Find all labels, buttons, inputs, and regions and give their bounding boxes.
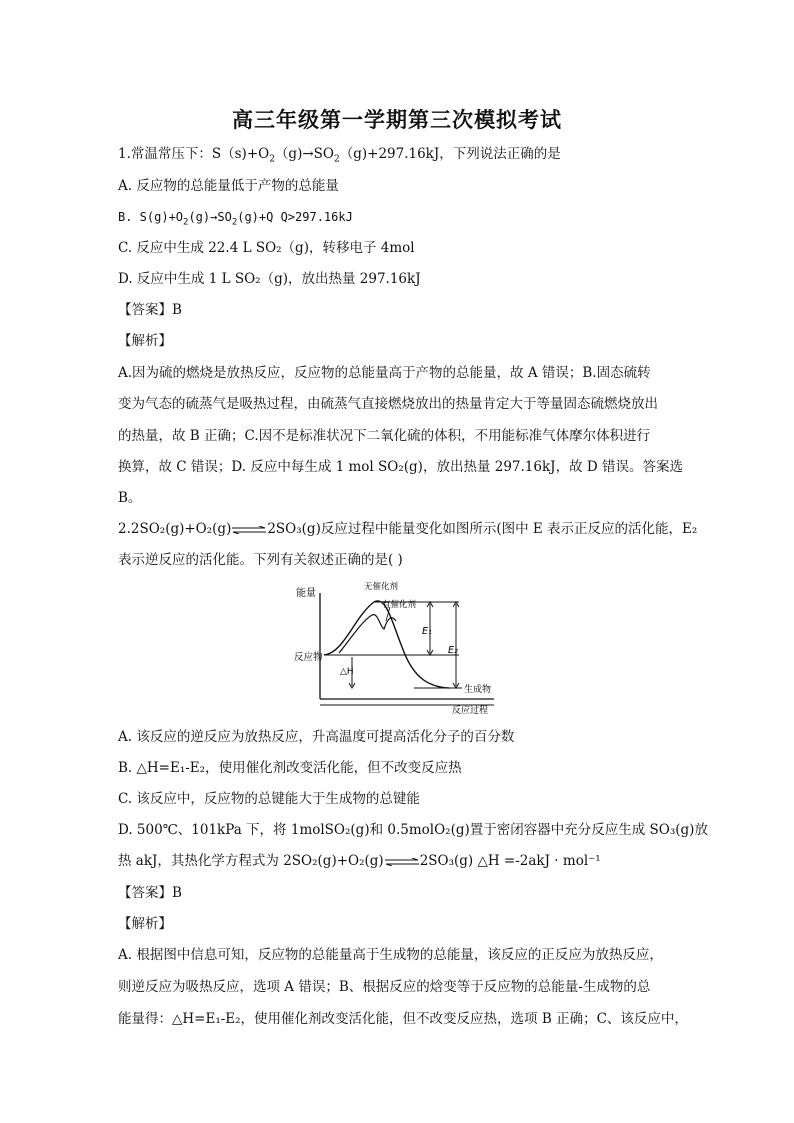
- catalyzed-curve: [339, 615, 396, 653]
- q1-analysis-line: 的热量，故 B 正确；C.因不是标准状况下二氧化硫的体积，不用能标准气体摩尔体积进行: [118, 428, 651, 444]
- q1-option-a: A. 反应物的总能量低于产物的总能量: [118, 178, 339, 194]
- q1-stem-sub2: 2: [333, 154, 340, 165]
- q2-analysis-line: 能量得：△H=E₁-E₂，使用催化剂改变活化能，但不改变反应热，选项 B 正确；C、该反应中，: [118, 1011, 688, 1027]
- q1-analysis-line: 换算，故 C 错误；D. 反应中每生成 1 mol SO₂(g)，放出热量 297.16kJ，故 D 错误。答案选: [118, 459, 683, 475]
- q1-option-b-mid: (g)→SO: [188, 210, 232, 224]
- q1-answer: 【答案】B: [118, 302, 182, 318]
- q1-stem-mid: （g)→SO: [274, 146, 334, 162]
- q2-option-d-part-a: 热 akJ，其热化学方程式为 2SO₂(g)+O₂(g): [118, 853, 384, 869]
- q1-option-b-sub1: 2: [183, 217, 189, 228]
- q1-option-d: D. 反应中生成 1 L SO₂（g)，放出热量 297.16kJ: [118, 271, 421, 287]
- q2-option-d-line1: D. 500℃、101kPa 下，将 1molSO₂(g)和 0.5molO₂(g)置于密闭容器中充分反应生成 SO₃(g)放: [118, 822, 708, 838]
- q1-option-b: [118, 208, 353, 231]
- q2-answer: 【答案】B: [118, 885, 182, 901]
- q2-option-d-part-b: 2SO₃(g) △H =-2akJ · mol⁻¹: [419, 853, 601, 869]
- y-axis-label: 能量: [296, 588, 316, 599]
- q1-stem: [118, 145, 561, 169]
- e1-label: E₁: [422, 626, 432, 637]
- q2-stem-part-a: 2.2SO₂(g)+O₂(g): [118, 521, 232, 537]
- q1-analysis-line: A.因为硫的燃烧是放热反应，反应物的总能量高于产物的总能量，故 A 错误；B.固态硫转: [118, 365, 651, 381]
- x-axis-label: 反应过程: [452, 706, 489, 716]
- dh-label: △H: [340, 667, 354, 677]
- q2-option-b: B. △H=E₁-E₂，使用催化剂改变活化能，但不改变反应热: [118, 760, 462, 776]
- q2-stem-part-b: 2SO₃(g)反应过程中能量变化如图所示(图中 E 表示正反应的活化能，E₂: [267, 521, 698, 537]
- q2-option-a: A. 该反应的逆反应为放热反应，升高温度可提高活化分子的百分数: [118, 729, 515, 745]
- catalyst-label: 有催化剂: [382, 600, 417, 610]
- q1-stem-prefix: 1.常温常压下：S（s)+O: [118, 146, 270, 162]
- no-catalyst-label: 无催化剂: [364, 582, 399, 592]
- q1-option-c: C. 反应中生成 22.4 L SO₂（g)，转移电子 4mol: [118, 240, 415, 256]
- equilibrium-arrow-icon: [231, 526, 267, 534]
- q1-stem-suffix: （g)+297.16kJ，下列说法正确的是: [339, 146, 561, 162]
- q2-stem-line2: 表示逆反应的活化能。下列有关叙述正确的是( ): [118, 552, 403, 568]
- q1-analysis-line: 变为气态的硫蒸气是吸热过程，由硫蒸气直接燃烧放出的热量肯定大于等量固态硫燃烧放出: [118, 396, 658, 412]
- equilibrium-arrow-icon: [384, 858, 420, 866]
- energy-diagram: [294, 577, 500, 717]
- e2-label: E₂: [448, 645, 458, 656]
- q1-option-b-sub2: 2: [231, 217, 238, 228]
- page-title: 高三年级第一学期第三次模拟考试: [232, 107, 562, 132]
- product-label: 生成物: [464, 685, 492, 695]
- q2-stem-line1: [118, 520, 697, 538]
- q2-analysis-line: 则逆反应为吸热反应，选项 A 错误；B、根据反应的焓变等于反应物的总能量-生成物的总: [118, 979, 651, 995]
- q1-analysis-line: B。: [118, 490, 142, 506]
- q2-option-d-line2: [118, 852, 601, 870]
- reactant-label: 反应物: [294, 652, 323, 663]
- q1-option-b-post: (g)+Q Q>297.16kJ: [237, 210, 353, 224]
- q2-analysis-label: 【解析】: [118, 916, 172, 932]
- q1-option-b-pre: B. S(g)+O: [118, 210, 184, 224]
- q1-analysis-label: 【解析】: [118, 333, 172, 349]
- q1-stem-sub: 2: [269, 154, 275, 165]
- q2-option-c: C. 该反应中，反应物的总键能大于生成物的总键能: [118, 791, 420, 807]
- q2-analysis-line: A. 根据图中信息可知，反应物的总能量高于生成物的总能量，该反应的正反应为放热反应，: [118, 947, 663, 963]
